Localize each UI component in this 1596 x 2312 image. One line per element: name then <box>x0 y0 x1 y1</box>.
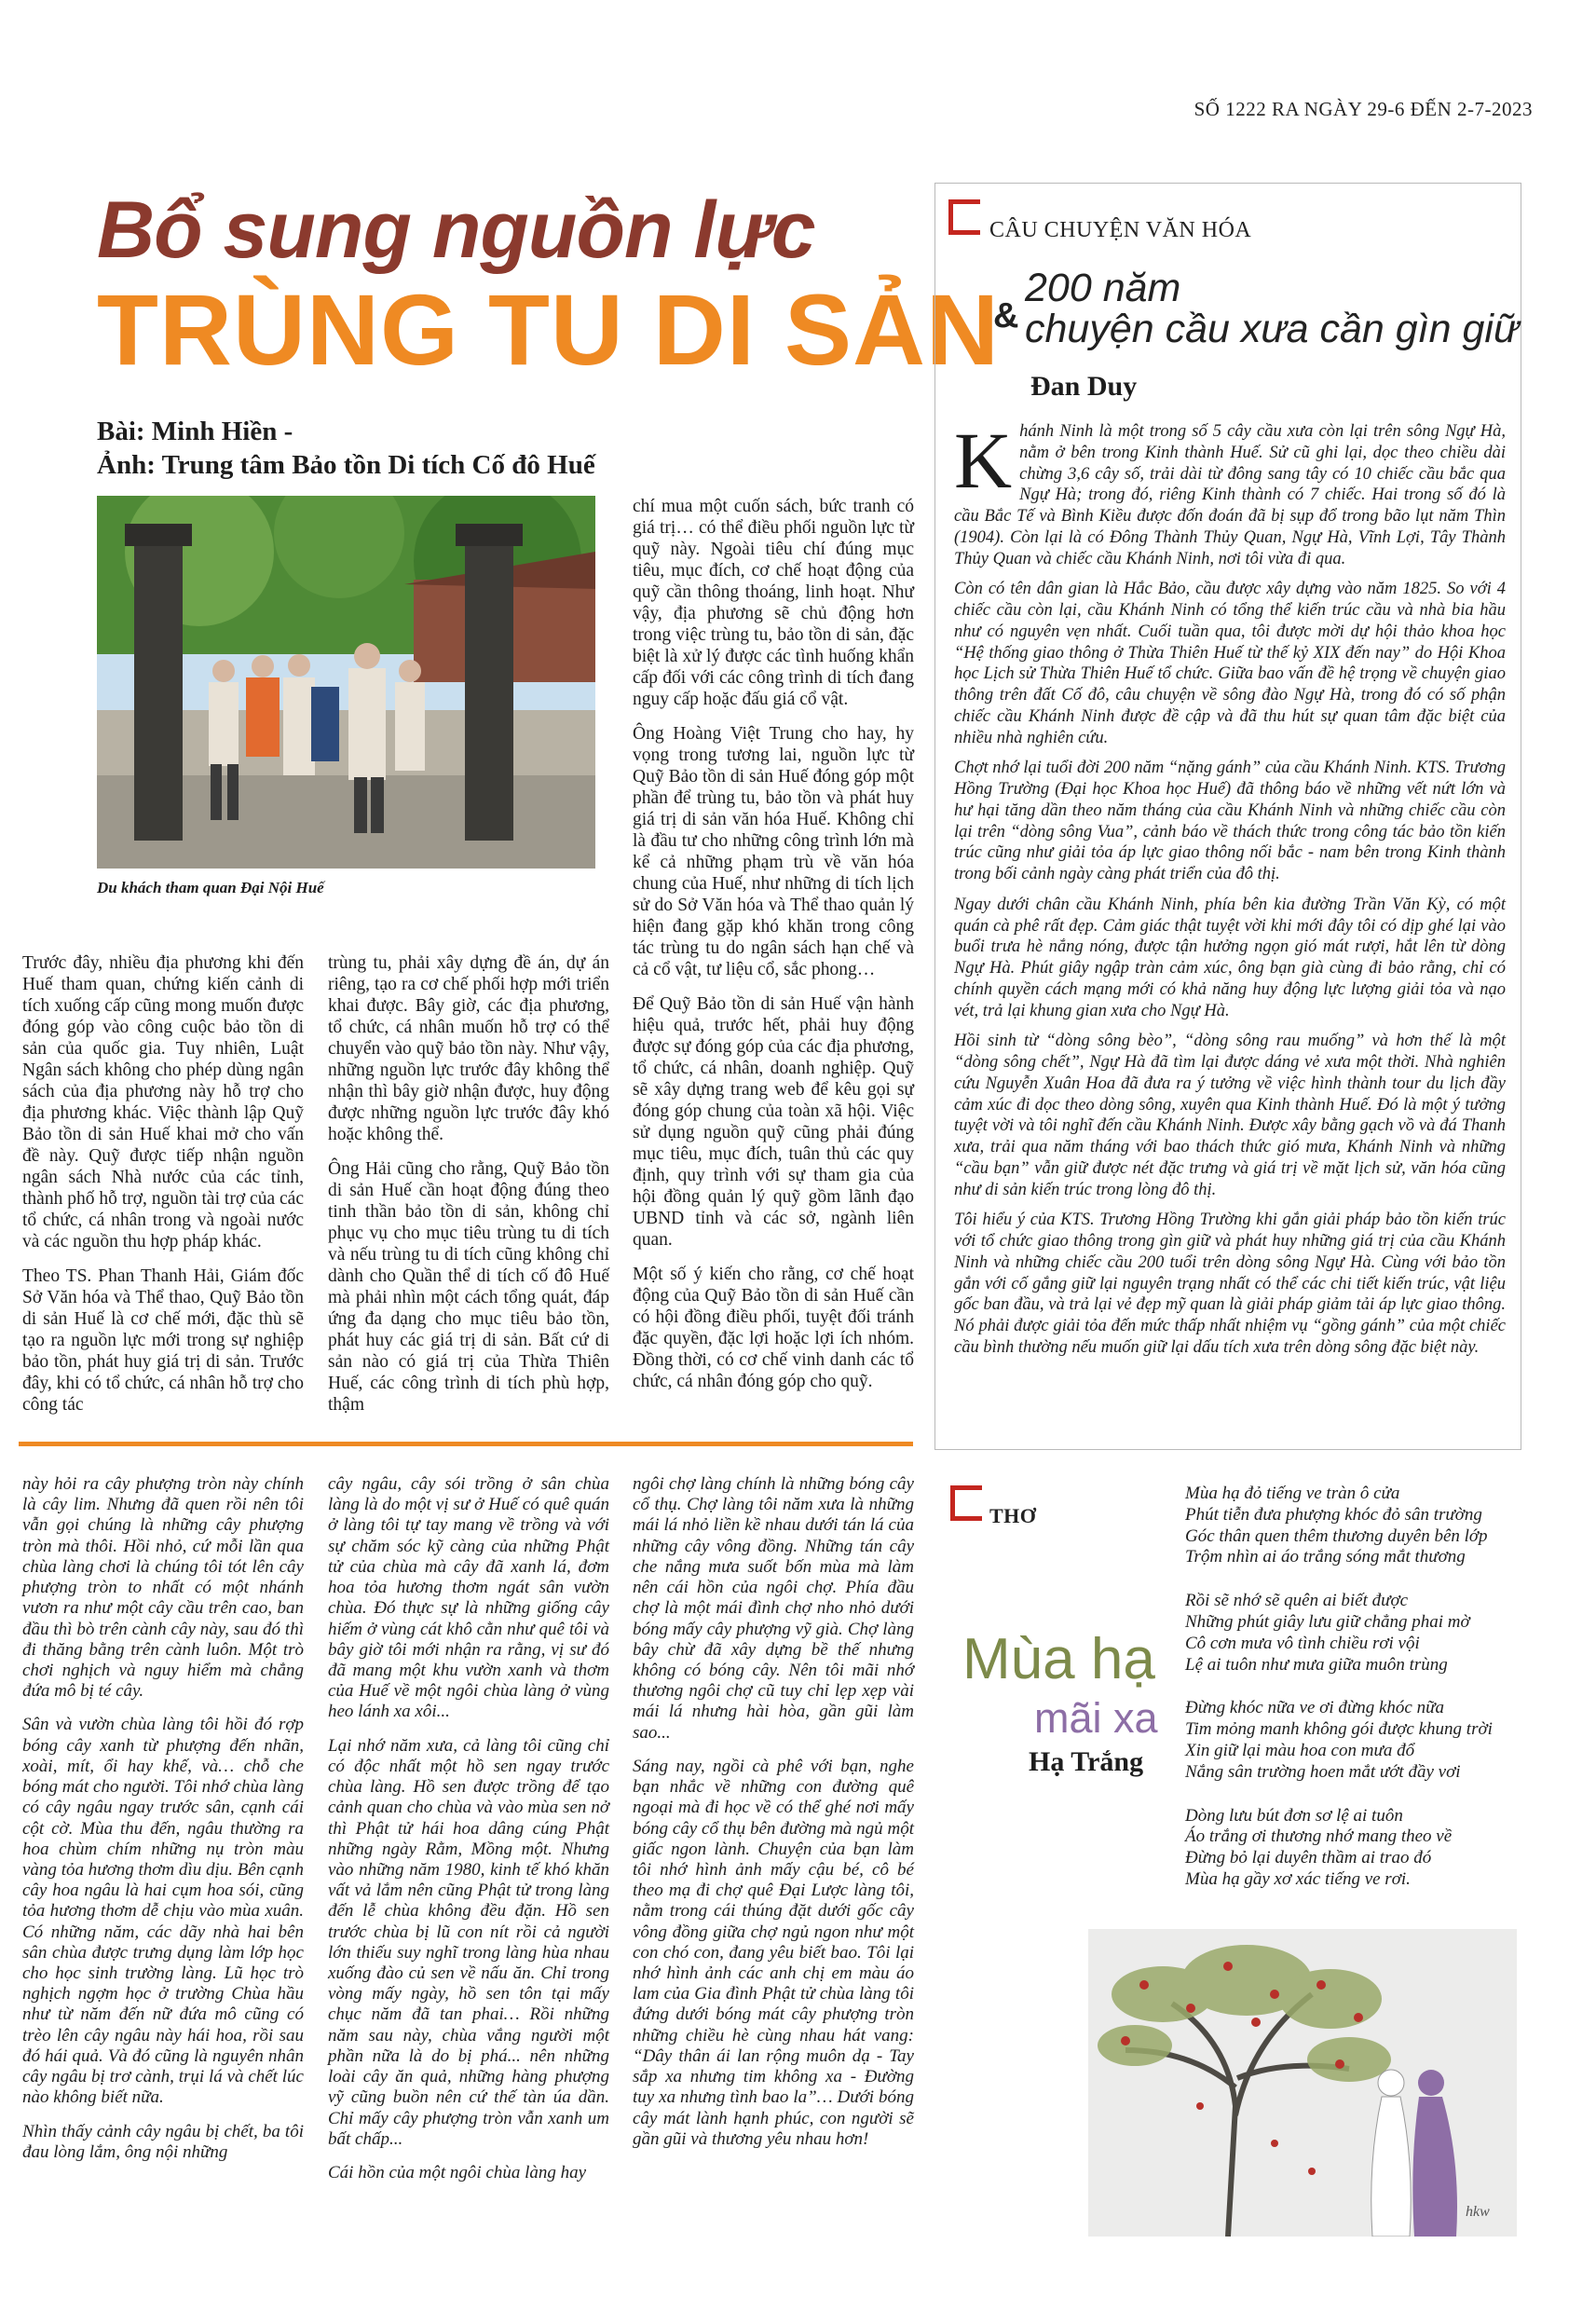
culture-title-line1: 200 năm <box>1025 266 1181 310</box>
paragraph: Chợt nhớ lại tuổi đời 200 năm “nặng gánh” của cầu Khánh Ninh. KTS. Trương Hồng Trường (Đại học Khoa học Huế) đã thông báo về những vết nứt lớn và hư hại tăng dần theo năm tháng của cầu Khánh Ninh và những chiếc cầu còn lại trên “dòng sông Vua”, cảnh báo về thách thức trong công tác bảo tồn kiến trúc cũng như giải tỏa áp lực giao thông nối bắc - nam bên trong Kinh thành trong bối cảnh ngày càng phát triển của đô thị. <box>954 759 1506 883</box>
paragraph: Sân và vườn chùa làng tôi hồi đó rợp bóng cây xanh từ phượng đến nhãn, xoài, mít, ổi hay khế, và… chỗ che bóng mát cho người. Tôi nhớ chùa làng có cây ngâu ngay trước sân, cạnh cái cột cờ. Mùa thu đến, ngâu thường ra hoa chùm chím những nụ tròn màu vàng tỏa hương thơm dìu dịu. Bên cạnh cây hoa ngâu là hai cụm hoa sói, cũng tỏa hương thơm dễ chịu vào mùa xuân. Có những năm, các dãy nhà hai bên sân chùa được trưng dụng làm lớp học cho học sinh trường làng. Lũ học trò nghịch ngợm học ở trường Chùa hầu như từ năm đến nữ đứa mô cũng có trèo lên cây ngâu này hái hoa, rồi sau đó hái quả. Và đó cũng là nguyên nhân cây ngâu bị trơ cành, trụi lá và chết lúc nào không biết nữa. <box>22 1715 304 2108</box>
byline-author: Bài: Minh Hiền - <box>97 417 293 446</box>
essay-column-2 <box>328 1474 609 2196</box>
byline <box>97 415 595 483</box>
photo-illustration <box>97 496 595 869</box>
paragraph: Lại nhớ năm xưa, cả làng tôi cũng chỉ có độc nhất một hồ sen ngay trước chùa làng. Hồ sen được trồng để tạo cảnh quan cho chùa và vào mùa sen nở thì Phật tử hái hoa dâng cúng Phật những ngày Rằm, Mồng một. Nhưng vào những năm 1980, kinh tế khó khăn vất vả lắm nên cũng Phật tử trong làng đến lễ chùa không đều đặn. Hồ sen trước chùa bị lũ con nít rồi cả người lớn thiếu suy nghĩ trong làng hùa nhau xuống đào củ sen về nấu ăn. Chỉ trong vòng mấy ngày, hồ sen tôn tại mấy chục năm đã tan phai… Rồi những năm sau này, chùa vắng người một phần nữa là do bị phá... nên những loài cây ăn quả, những hàng phượng vỹ cũng buồn nên cứ thế tàn úa dần. Chỉ mấy cây phượng tròn vẫn xanh um bất chấp... <box>328 1735 609 2149</box>
essay-column-3 <box>633 1474 914 2163</box>
paragraph: Ông Hải cũng cho rằng, Quỹ Bảo tồn di sản Huế cần hoạt động đúng theo tinh thần bảo tồn di sản, không chỉ phục vụ cho mục tiêu trùng tu di tích và nếu trùng tu di tích cũng không chỉ dành cho Quần thể di tích cố đô Huế mà phải nhìn một cách tổng quát, đáp ứng đa dạng cho mục tiêu bảo tồn, phát huy các giá trị di sản. Bất cứ di sản nào có giá trị của Thừa Thiên Huế, các công trình di tích phù hợp, thậm <box>328 1159 609 1415</box>
paragraph: Trước đây, nhiều địa phương khi đến Huế tham quan, chứng kiến cảnh di tích xuống cấp cũng mong muốn được đóng góp vào công cuộc bảo tồn di sản của quốc gia. Tuy nhiên, Luật Ngân sách không cho phép dùng ngân sách của địa phương này hỗ trợ cho địa phương khác. Việc thành lập Quỹ Bảo tồn di sản Huế khai mở cho vấn đề này. Quỹ được tiếp nhận nguồn ngân sách Nhà nước của các tỉnh, thành phố hỗ trợ, nguồn tài trợ của các tổ chức, cá nhân trong và ngoài nước và các nguồn thu hợp pháp khác. <box>22 953 304 1252</box>
paragraph: ngôi chợ làng chính là những bóng cây cổ thụ. Chợ làng tôi năm xưa là những mái lá nhỏ liền kề nhau dưới tán lá của những cây vông đồng. Những tán cây che nắng mưa suốt bốn mùa mà làm nên cái hồn của ngôi chợ. Phía đầu chợ là một mái đình chợ nho nhỏ dưới bóng mấy cây phượng vỹ già. Chợ làng bây chừ đã xây dựng bề thế nhưng không có bóng cây. Nên tôi mãi nhớ thương ngôi chợ cũ tuy chỉ lẹp xẹp vài mái lá nhưng hài hòa, gần gũi làm sao... <box>633 1474 914 1743</box>
paragraph: Hồi sinh từ “dòng sông bèo”, “dòng sông rau muống” và hơn thế là một “dòng sông chết”, Ngự Hà đã tìm lại được dáng vẻ xưa một thời. Nhà nghiên cứu Nguyễn Xuân Hoa đã đưa ra ý tưởng về việc hình thành tour du lịch đầy cảm xúc đi dọc theo dòng sông, xuyên qua Kinh thành Huế. Đó là một ý tưởng tuyệt vời và tôi nghĩ đến cầu Khánh Ninh. Được xây bằng gạch vồ và đá Thanh xưa, trải qua năm tháng với bao thách thức gió mưa, Khánh Ninh và những “cầu bạn” vẫn giữ được nét đặc trưng và giá trị về mặt lịch sử, văn hóa cũng như di sản kiến trúc trong lòng đô thị. <box>954 1032 1506 1199</box>
article-title-line2: TRÙNG TU DI SẢN <box>97 273 1000 386</box>
photo-caption: Du khách tham quan Đại Nội Huế <box>97 879 324 896</box>
poem-illustration <box>1088 1929 1517 2237</box>
poet-name: Hạ Trắng <box>1029 1746 1144 1777</box>
paragraph: Nhìn thấy cảnh cây ngâu bị chết, ba tôi đau lòng lắm, ông nội những <box>22 2121 304 2162</box>
drop-cap: K <box>954 416 1013 505</box>
poem-stanza: Đừng khóc nữa ve ơi đừng khóc nữa Tim mỏng manh không gói được khung trời Xin giữ lại màu hoa con mưa đổ Nắng sân trường hoen mắt ướt đầy vơi <box>1185 1698 1493 1782</box>
paragraph: Để Quỹ Bảo tồn di sản Huế vận hành hiệu quả, trước hết, phải huy động được sự đóng góp của các địa phương, tổ chức, cá nhân, doanh nghiệp. Quỹ sẽ xây dựng trang web để kêu gọi sự đóng góp chung của toàn xã hội. Việc sử dụng nguồn quỹ cũng phải đúng mục tiêu, mục đích, tuân thủ các quy định, quy trình với sự tham gia của hội đồng quản lý quỹ gồm lãnh đạo UBND tỉnh và các sở, ngành liên quan. <box>633 994 914 1250</box>
section-marker-icon <box>950 1485 982 1521</box>
culture-section-label: CÂU CHUYỆN VĂN HÓA <box>989 218 1252 242</box>
culture-title-line2: chuyện cầu xưa cần gìn giữ <box>1025 306 1520 351</box>
artist-signature: hkw <box>1466 2204 1490 2220</box>
article-title-line1: Bổ sung nguồn lực <box>97 185 815 275</box>
title-ampersand: & <box>993 296 1019 335</box>
article-column-1 <box>22 952 304 1429</box>
paragraph: Khánh Ninh là một trong số 5 cây cầu xưa còn lại trên sông Ngự Hà, nằm ở bên trong Kinh thành Huế. Sử cũ ghi lại, dọc theo chiều dài chừng 3,6 cây số, trải dài từ đông sang tây có 10 chiếc cầu bắc qua Ngự Hà; trong đó, riêng Kinh thành có 7 chiếc. Hai trong số đó là cầu Bắc Tế và Bình Kiều được đốn đoán đã bị sụp đổ trong bão lụt năm Thìn (1904). Còn lại là có Đông Thành Thủy Quan, Ngự Hà, Vĩnh Lợi, Tây Thành Thủy Quan và chiếc cầu Khánh Ninh, nơi tôi vừa đi qua. <box>954 416 1506 568</box>
byline-photo-credit: Ảnh: Trung tâm Bảo tồn Di tích Cố đô Huế <box>97 450 595 481</box>
paragraph: Ông Hoàng Việt Trung cho hay, hy vọng trong tương lai, nguồn lực từ Quỹ Bảo tồn di sản Huế đóng góp một phần để trùng tu, bảo tồn và phát huy giá trị di sản văn hóa Huế. Không chỉ là đầu tư cho những công trình lớn mà kể cả những phạm trù về văn hóa chung của Huế, như những di tích lịch sử do Sở Văn hóa và Thể thao quản lý hiện đang gặp khó khăn trong công tác trùng tu do ngân sách hạn chế và cả cổ vật, tư liệu cổ, sắc phong… <box>633 724 914 979</box>
paragraph: Theo TS. Phan Thanh Hải, Giám đốc Sở Văn hóa và Thể thao, Quỹ Bảo tồn di sản Huế là cơ chế mới, đặc thù sẽ tạo ra nguồn lực mới trong sự nghiệp bảo tồn, phát huy giá trị di sản. Trước đây, khi có tổ chức, cá nhân hỗ trợ cho công tác <box>22 1266 304 1415</box>
poem-stanza: Rồi sẽ nhớ sẽ quên ai biết được Những phút giây lưu giữ chẳng phai mờ Cô cơn mưa vô tình chiều rơi vội Lệ ai tuôn như mưa giữa muôn trùng <box>1185 1591 1470 1675</box>
culture-body <box>954 416 1506 1368</box>
article-column-2 <box>328 952 609 1429</box>
paragraph: Sáng nay, ngồi cà phê với bạn, nghe bạn nhắc về những con đường quê ngoại mà đi học về có thể ghé nơi mấy bóng cây cổ thụ bên đường mà ngủ một giấc ngon lành. Chuyện của bạn làm tôi nhớ hình ảnh mấy cậu bé, cô bé theo mạ đi chợ quê Đại Lược làng tôi, nằm trong cái thúng đặt dưới gốc cây vông đồng giữa chợ ngủ ngon như một con chó con, đang yêu biết bao. Tôi lại nhớ hình ảnh các anh chị em màu áo lam của Gia đình Phật tử chùa làng tôi đứng dưới bóng mát cây phượng tròn những chiều hè cùng nhau hát vang: “Dây thân ái lan rộng muôn dạ - Tay sắp xa nhưng tim không xa - Đường tuy xa nhưng tình bao la”… Dưới bóng cây mát lành hạnh phúc, con người sẽ gần gũi và thương yêu nhau hơn! <box>633 1756 914 2149</box>
paragraph: Ngay dưới chân cầu Khánh Ninh, phía bên kia đường Trần Văn Kỳ, có một quán cà phê rất đẹp. Cảm giác thật tuyệt vời khi mới đây tôi có dịp ghé lại vào buổi trưa hè nắng nóng, được tận hưởng ngọn gió mát rượi, hắt lên từ dòng Ngự Hà. Phút giây ngập tràn cảm xúc, ông bạn già cùng đi bảo rằng, chỉ có chính quyền cách mạng mới có khả năng huy động lực lượng giải tỏa và nạo vét, trả lại khung gian xưa cho Ngự Hà. <box>954 895 1506 1020</box>
poem-title-line1: Mùa hạ <box>962 1627 1155 1691</box>
culture-title <box>1025 268 1519 350</box>
poem-stanza: Mùa hạ đỏ tiếng ve tràn ô cửa Phút tiễn đưa phượng khóc đỏ sân trường Góc thân quen thêm thương duyên bên lớp Trộm nhìn ai áo trắng sóng mắt thương <box>1185 1484 1488 1567</box>
poem-stanza: Dòng lưu bút đơn sơ lệ ai tuôn Áo trắng ơi thương nhớ mang theo về Đừng bỏ lại duyên thầm ai trao đó Mùa hạ gầy xơ xác tiếng ve rơi. <box>1185 1805 1453 1889</box>
article-photo <box>97 496 595 869</box>
paragraph: này hỏi ra cây phượng tròn này chính là cây lim. Nhưng đã quen rồi nên tôi vẫn gọi chúng là những cây phượng tròn mà thôi. Hồi nhỏ, cứ mỗi lần qua chùa làng chơi là chúng tôi tót lên cây phượng tròn to nhất có một nhánh vươn ra như một cây cầu trên cao, ban đầu thì bò trên cành cây này, sau đó thì đi thăng bằng trên cành luôn. Một trò chơi nghịch và nguy hiểm mà chẳng đứa mô bị té cây. <box>22 1474 304 1702</box>
paragraph: chí mua một cuốn sách, bức tranh có giá trị… có thể điều phối nguồn lực từ quỹ này. Ngoài tiêu chí đúng mục tiêu, mục đích, cơ chế hoạt động của quỹ cần thông thoáng, linh hoạt. Như vậy, địa phương sẽ chủ động hơn trong việc trùng tu, bảo tồn di sản, đặc biệt là xử lý được các tình huống khẩn cấp đối với các công trình di tích đang nguy cấp hoặc đấu giá cổ vật. <box>633 497 914 709</box>
paragraph: Tôi hiểu ý của KTS. Trương Hồng Trường khi gắn giải pháp bảo tồn kiến trúc với tổ chức giao thông trong gìn giữ và phát huy những giá trị của cầu Khánh Ninh và những chiếc cầu 200 tuổi trên dòng sông Ngự Hà. Cùng với bảo tồn gắn với cố gắng giữ lại nguyên trạng nhất có thể các chi tiết kiến trúc, vật liệu gốc ban đầu, và trả lại vẻ đẹp mỹ quan là giải pháp giảm tải áp lực giao thông. Nó phải được giải tỏa đến mức thấp nhất nhiệm vụ “gồng gánh” của một chiếc cầu bình thường nếu muốn giữ lại dấu tích xưa trên dòng sông đặc biệt này. <box>954 1211 1506 1357</box>
poem-title-line2: mãi xa <box>1034 1694 1158 1742</box>
essay-column-1 <box>22 1474 304 2176</box>
tree-and-girls-drawing <box>1088 1929 1517 2237</box>
paragraph: trùng tu, phải xây dựng đề án, dự án riêng, tạo ra cơ chế phối hợp mới triển khai được. Bây giờ, các địa phương, tổ chức, cá nhân muốn hỗ trợ có thể chuyển vào quỹ bảo tồn này. Như vậy, những nguồn lực trước đây không thể nhận thì bây giờ nhận được, huy động được những nguồn lực trước đây khó hoặc không thể. <box>328 953 609 1144</box>
culture-author: Đan Duy <box>1030 371 1138 402</box>
issue-date: SỐ 1222 RA NGÀY 29-6 ĐẾN 2-7-2023 <box>1194 98 1533 120</box>
article-column-3 <box>633 496 914 1405</box>
section-divider <box>19 1442 913 1446</box>
section-marker-icon <box>948 199 980 235</box>
paragraph: Cái hồn của một ngôi chùa làng hay <box>328 2163 587 2182</box>
poem-body <box>1185 1484 1558 1913</box>
paragraph: Còn có tên dân gian là Hắc Bảo, cầu được xây dựng vào năm 1825. So với 4 chiếc cầu còn lại, cầu Khánh Ninh có tổng thể kiến trúc cầu và nhà bia hầu như có nguyên vẹn nhất. Cuối tuần qua, tôi được mời dự hội thảo khoa học “Hệ thống giao thông ở Thừa Thiên Huế từ thế kỷ XIX đến nay” do Hội Khoa học Lịch sử Thừa Thiên Huế tổ chức. Giữa bao vấn đề hệ trọng về chuyện giao thông trên đất Cố đô, câu chuyện về sông đào Ngự Hà, trong đó có số phận chiếc cầu Khánh Ninh được đề cập và đã thu hút sự quan tâm đặc biệt của nhiều nhà nghiên cứu. <box>954 580 1506 747</box>
poem-section-label: THƠ <box>989 1504 1037 1527</box>
paragraph: cây ngâu, cây sói trồng ở sân chùa làng là do một vị sư ở Huế có quê quán ở làng tôi tự tay mang về trồng và với sự chăm sóc kỹ càng của những Phật tử của chùa mà cây đã xanh lá, đơm hoa tỏa hương thơm ngát sân vườn chùa. Đó thực sự là những giống cây hiếm ở vùng cát khô cằn như quê tôi và bây giờ tôi mới nhận ra rằng, vị sư đó đã mang một khu vườn xanh và thơm của Huế về một ngôi chùa làng ở vùng heo lánh xa xôi... <box>328 1474 609 1722</box>
paragraph: Một số ý kiến cho rằng, cơ chế hoạt động của Quỹ Bảo tồn di sản Huế cần có hội đồng điều phối, tuyệt đối tránh đặc quyền, đặc lợi hoặc lợi ích nhóm. Đồng thời, có cơ chế vinh danh các tổ chức, cá nhân đóng góp cho quỹ. <box>633 1265 914 1391</box>
